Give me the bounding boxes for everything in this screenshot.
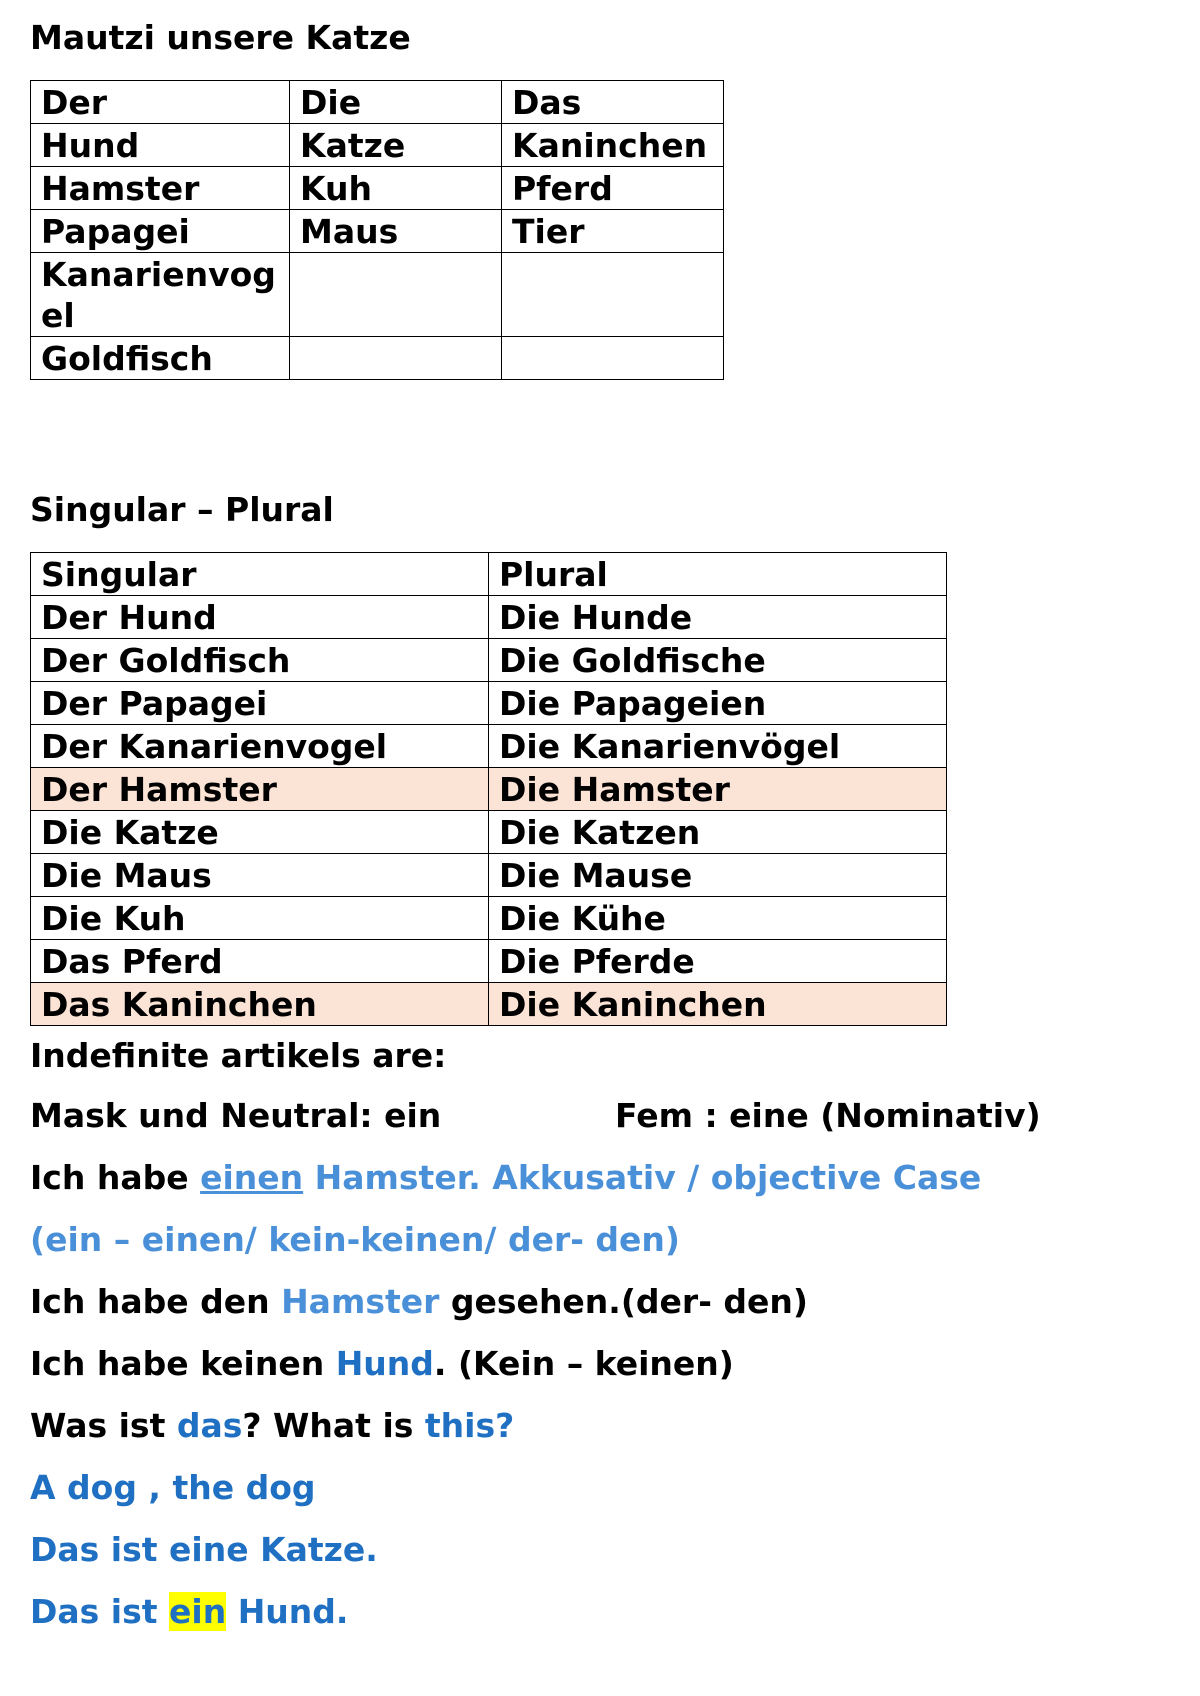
table-cell: Papagei bbox=[31, 210, 290, 253]
table-cell: Die Kanarienvögel bbox=[489, 725, 947, 768]
table-cell: Kuh bbox=[290, 167, 502, 210]
table-cell: Der Papagei bbox=[31, 682, 489, 725]
table-cell: Goldfisch bbox=[31, 337, 290, 380]
document-title: Mautzi unsere Katze bbox=[30, 18, 411, 57]
table-row bbox=[31, 811, 947, 854]
table-row bbox=[31, 253, 724, 337]
table-cell: Der Hund bbox=[31, 596, 489, 639]
table-row bbox=[31, 639, 947, 682]
highlighted-word: ein bbox=[169, 1592, 227, 1631]
text-run: gesehen.(der- den) bbox=[439, 1282, 808, 1321]
text-run: Hund bbox=[335, 1344, 434, 1383]
table-cell: Das bbox=[502, 81, 724, 124]
text-run: Was ist bbox=[30, 1406, 177, 1445]
table-cell: Die Mause bbox=[489, 854, 947, 897]
table-cell: Maus bbox=[290, 210, 502, 253]
table-cell: Die Kaninchen bbox=[489, 983, 947, 1026]
underlined-word: einen bbox=[200, 1158, 304, 1197]
table-cell: Plural bbox=[489, 553, 947, 596]
table-cell: Die Kuh bbox=[31, 897, 489, 940]
table-cell: Pferd bbox=[502, 167, 724, 210]
table-cell: Katze bbox=[290, 124, 502, 167]
table-row-highlighted bbox=[31, 983, 947, 1026]
table-header-row bbox=[31, 553, 947, 596]
table-cell: Hamster bbox=[31, 167, 290, 210]
text-line bbox=[30, 1282, 808, 1322]
table-cell bbox=[502, 253, 724, 337]
text-line bbox=[30, 1592, 348, 1632]
indefinite-heading: Indefinite artikels are: bbox=[30, 1036, 447, 1075]
table-cell bbox=[290, 253, 502, 337]
table-row bbox=[31, 682, 947, 725]
text-run: Hamster bbox=[281, 1282, 440, 1321]
table-row bbox=[31, 854, 947, 897]
text-line bbox=[30, 1344, 734, 1384]
table-cell: Das Pferd bbox=[31, 940, 489, 983]
table-cell: Die Hunde bbox=[489, 596, 947, 639]
text-line: (ein – einen/ kein-keinen/ der- den) bbox=[30, 1220, 680, 1259]
table-cell: Die Katze bbox=[31, 811, 489, 854]
table-cell: Die Papageien bbox=[489, 682, 947, 725]
plural-table bbox=[30, 552, 947, 1026]
table-row bbox=[31, 897, 947, 940]
table-cell: Die Maus bbox=[31, 854, 489, 897]
table-row bbox=[31, 337, 724, 380]
table-cell: Die Kühe bbox=[489, 897, 947, 940]
text-line: A dog , the dog bbox=[30, 1468, 316, 1507]
table-row bbox=[31, 210, 724, 253]
table-cell: Kaninchen bbox=[502, 124, 724, 167]
table-cell: Die Hamster bbox=[489, 768, 947, 811]
text-run: ? What is bbox=[242, 1406, 425, 1445]
text-run: Mask und Neutral: ein bbox=[30, 1096, 442, 1135]
text-line: Das ist eine Katze. bbox=[30, 1530, 378, 1569]
table-row-highlighted bbox=[31, 768, 947, 811]
table-cell: Der Hamster bbox=[31, 768, 489, 811]
text-line bbox=[30, 1096, 1041, 1136]
table-cell: Der Kanarienvogel bbox=[31, 725, 489, 768]
table-cell: Der bbox=[31, 81, 290, 124]
text-line bbox=[30, 1158, 981, 1198]
table-cell: Das Kaninchen bbox=[31, 983, 489, 1026]
table-cell: Die bbox=[290, 81, 502, 124]
table-row bbox=[31, 940, 947, 983]
text-run: Das ist bbox=[30, 1592, 170, 1631]
table-cell: Singular bbox=[31, 553, 489, 596]
text-run: this? bbox=[424, 1406, 515, 1445]
table-cell: Tier bbox=[502, 210, 724, 253]
table-cell bbox=[290, 337, 502, 380]
text-run: Fem : eine (Nominativ) bbox=[615, 1096, 1041, 1135]
table-cell: Die Katzen bbox=[489, 811, 947, 854]
plural-heading: Singular – Plural bbox=[30, 490, 334, 529]
table-cell: Kanarienvogel bbox=[31, 253, 290, 337]
table-cell: Der Goldfisch bbox=[31, 639, 489, 682]
table-cell bbox=[502, 337, 724, 380]
text-run: Ich habe bbox=[30, 1158, 201, 1197]
text-run: Ich habe den bbox=[30, 1282, 282, 1321]
table-row bbox=[31, 124, 724, 167]
text-run: das bbox=[176, 1406, 243, 1445]
text-line bbox=[30, 1406, 514, 1446]
table-cell: Die Goldfische bbox=[489, 639, 947, 682]
text-run: . (Kein – keinen) bbox=[433, 1344, 734, 1383]
table-cell: Die Pferde bbox=[489, 940, 947, 983]
table-cell: Hund bbox=[31, 124, 290, 167]
table-header-row bbox=[31, 81, 724, 124]
text-run: Hund. bbox=[226, 1592, 349, 1631]
gender-table bbox=[30, 80, 724, 380]
table-row bbox=[31, 167, 724, 210]
text-run: Hamster. Akkusativ / objective Case bbox=[303, 1158, 982, 1197]
table-row bbox=[31, 596, 947, 639]
text-run: Ich habe keinen bbox=[30, 1344, 336, 1383]
table-row bbox=[31, 725, 947, 768]
